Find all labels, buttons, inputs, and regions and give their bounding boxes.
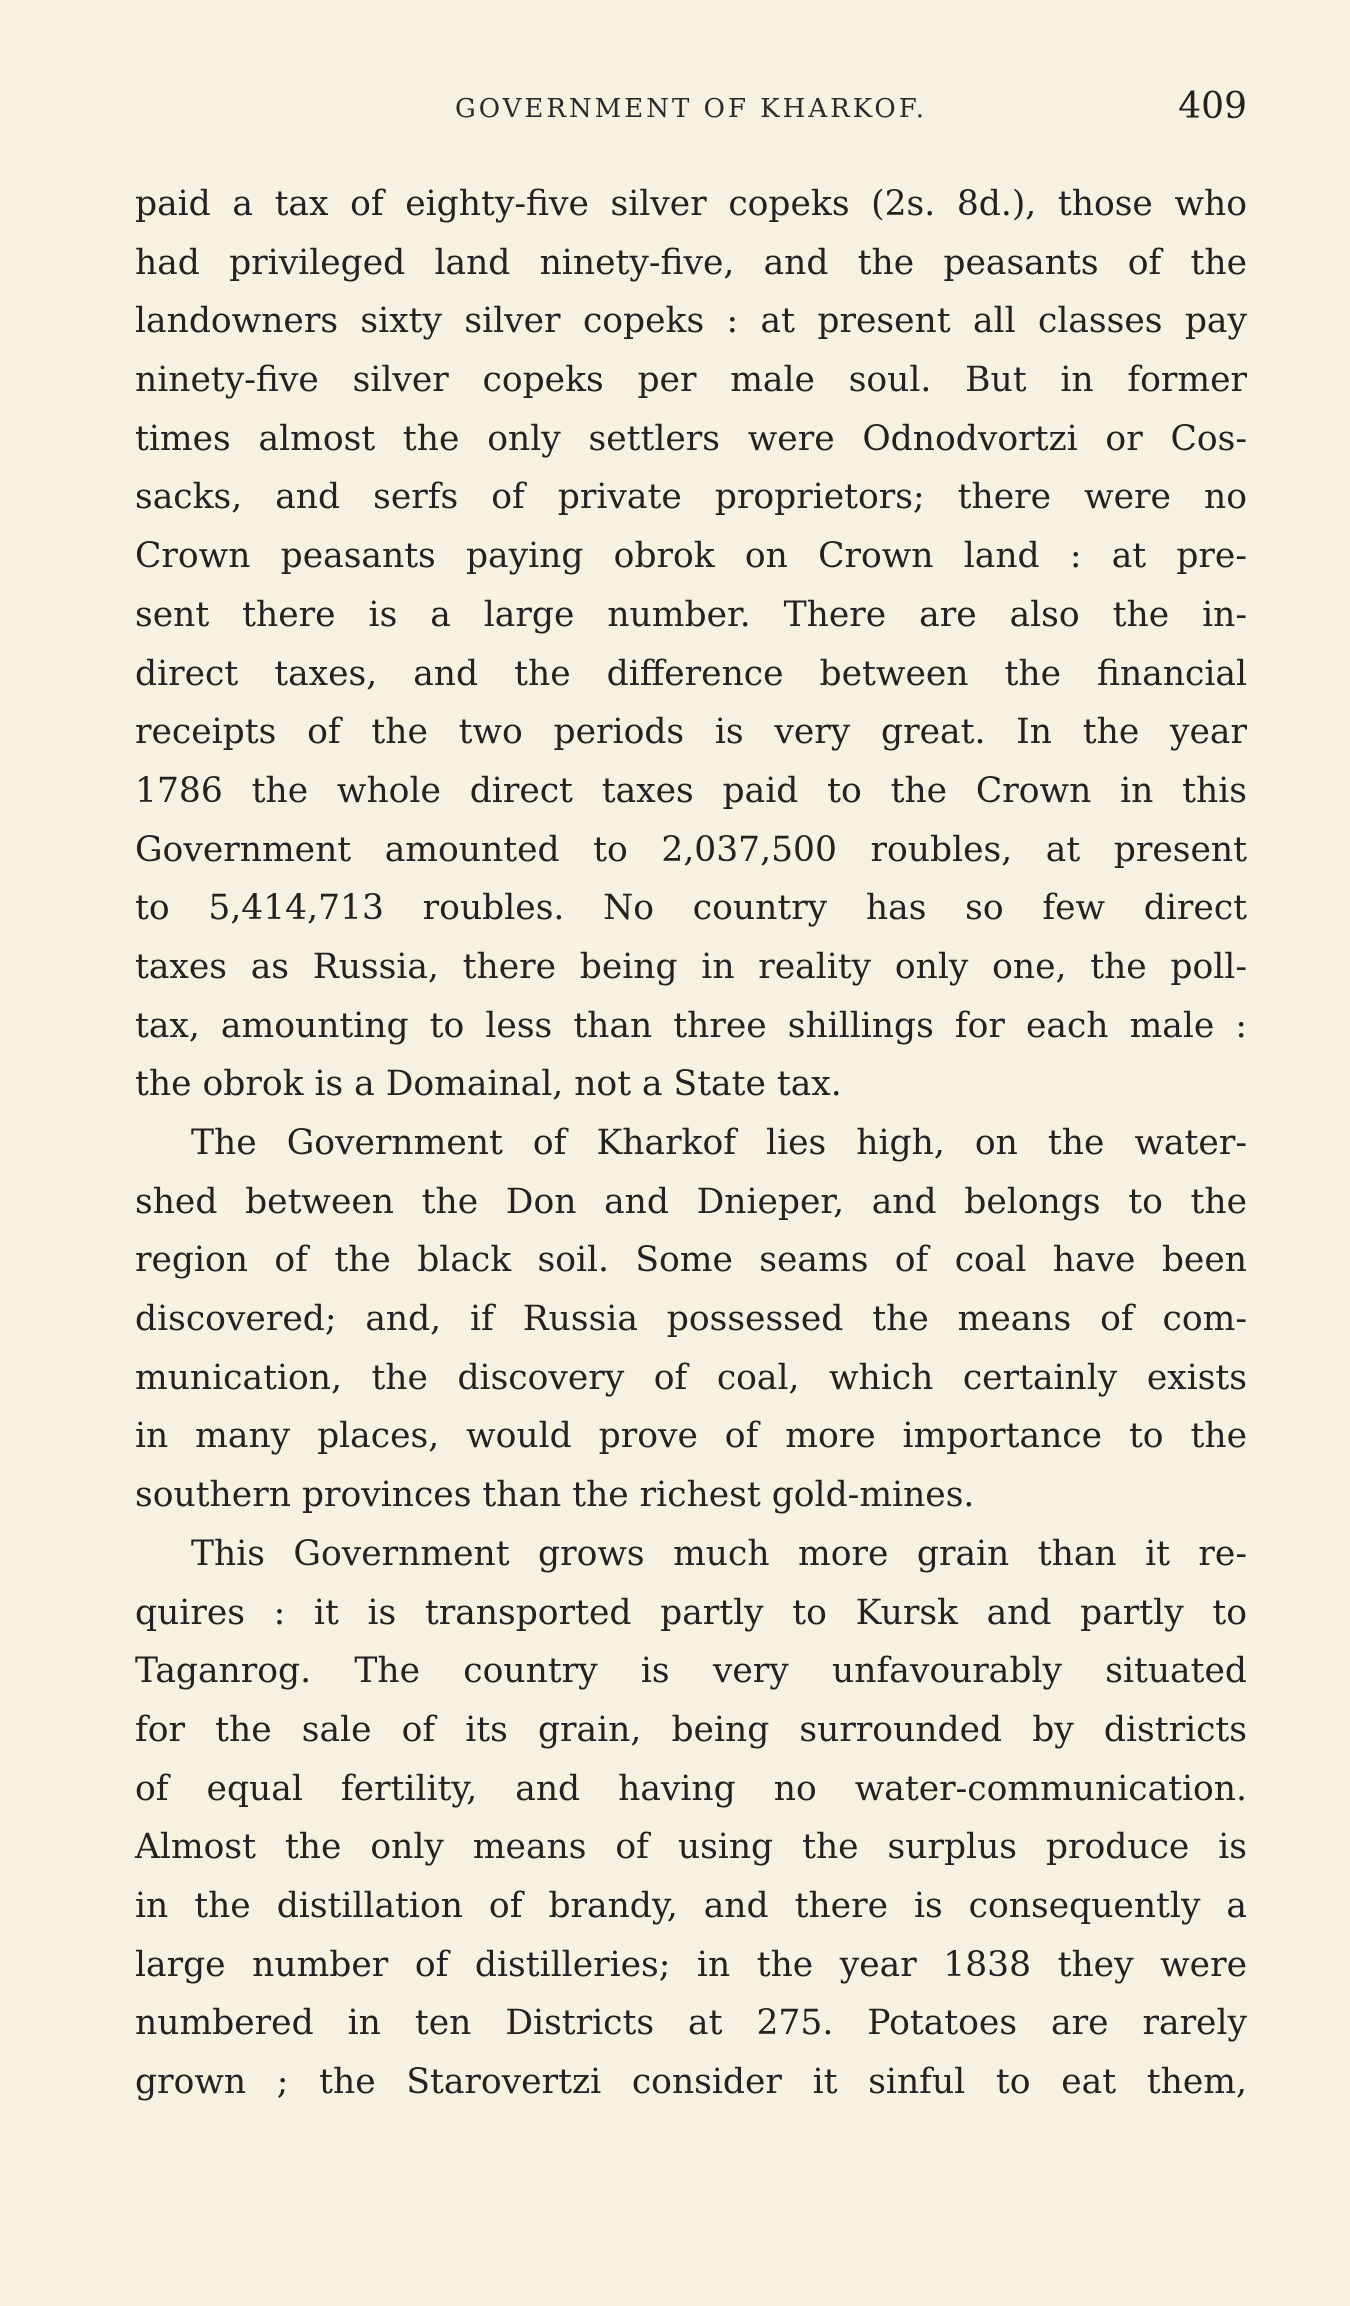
text-line: Crown peasants paying obrok on Crown land : at pre- xyxy=(135,536,1247,577)
text-line: sacks, and serfs of private proprietors; there were no xyxy=(135,477,1247,518)
text-line: taxes as Russia, there being in reality only one, the poll- xyxy=(135,946,1247,987)
paragraph-3 xyxy=(135,1525,1247,2112)
text-line: times almost the only settlers were Odnodvortzi or Cos- xyxy=(135,418,1247,459)
text-line: Government amounted to 2,037,500 roubles, at present xyxy=(135,829,1247,870)
text-line: The Government of Kharkof lies high, on the water- xyxy=(191,1123,1247,1163)
paragraph-1 xyxy=(135,175,1247,1114)
text-line: Almost the only means of using the surplus produce is xyxy=(135,1827,1247,1868)
text-line: shed between the Don and Dnieper, and belongs to the xyxy=(135,1181,1247,1222)
text-line: ninety-five silver copeks per male soul. But in former xyxy=(135,360,1247,401)
text-line: had privileged land ninety-five, and the peasants of the xyxy=(135,242,1247,283)
text-line: direct taxes, and the difference between the financial xyxy=(135,653,1247,694)
text-line: to 5,414,713 roubles. No country has so few direct xyxy=(135,888,1247,929)
text-line: 1786 the whole direct taxes paid to the Crown in this xyxy=(135,770,1247,811)
running-title: GOVERNMENT OF KHARKOF. xyxy=(454,94,928,124)
text-line: region of the black soil. Some seams of coal have been xyxy=(135,1240,1247,1281)
text-line: of equal fertility, and having no water-communication. xyxy=(135,1768,1247,1809)
page-number: 409 xyxy=(1178,86,1247,127)
text-line: paid a tax of eighty-five silver copeks (2s. 8d.), those who xyxy=(135,184,1247,224)
text-line: large number of distilleries; in the year 1838 they were xyxy=(135,1944,1247,1985)
paragraph-2 xyxy=(135,1114,1247,1525)
text-line: quires : it is transported partly to Kursk and partly to xyxy=(135,1592,1247,1633)
text-line: in many places, would prove of more importance to the xyxy=(135,1416,1247,1457)
text-line: for the sale of its grain, being surrounded by districts xyxy=(135,1709,1247,1750)
text-line: Taganrog. The country is very unfavourably situated xyxy=(135,1651,1247,1692)
text-line: in the distillation of brandy, and there is consequently a xyxy=(135,1885,1247,1926)
text-line: landowners sixty silver copeks : at present all classes pay xyxy=(135,301,1247,342)
text-line: discovered; and, if Russia possessed the means of com- xyxy=(135,1299,1247,1340)
text-line: grown ; the Starovertzi consider it sinful to eat them, xyxy=(135,2062,1247,2102)
text-line: sent there is a large number. There are also the in- xyxy=(135,594,1247,635)
text-line: munication, the discovery of coal, which certainly exists xyxy=(135,1357,1247,1398)
text-line: tax, amounting to less than three shillings for each male : xyxy=(135,1005,1247,1046)
text-line: southern provinces than the richest gold-mines. xyxy=(135,1475,975,1516)
text-line: the obrok is a Domainal, not a State tax. xyxy=(135,1064,842,1105)
body-text xyxy=(135,175,1247,2112)
running-head xyxy=(135,86,1247,136)
text-line: receipts of the two periods is very great. In the year xyxy=(135,712,1247,753)
text-line: numbered in ten Districts at 275. Potatoes are rarely xyxy=(135,2003,1247,2044)
text-line: This Government grows much more grain than it re- xyxy=(191,1533,1247,1574)
